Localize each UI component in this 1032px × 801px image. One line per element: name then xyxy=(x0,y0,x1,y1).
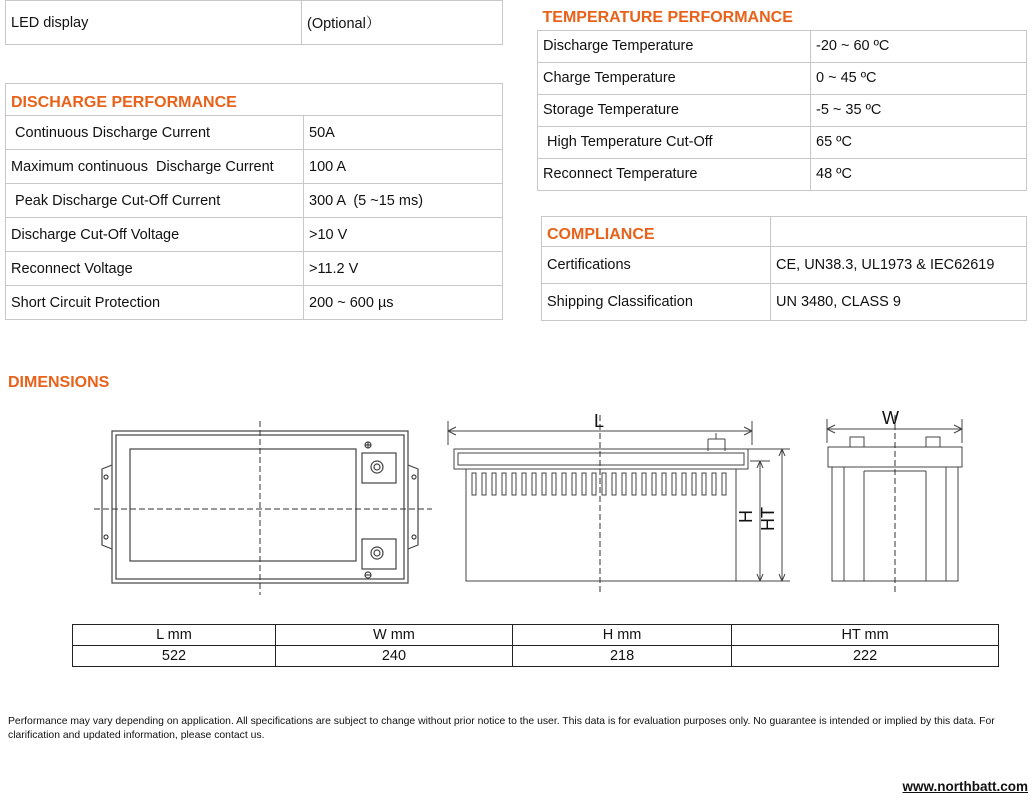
website-link[interactable]: www.northbatt.com xyxy=(902,779,1028,794)
spec-value: -20 ~ 60 ºC xyxy=(811,30,1027,62)
spec-row xyxy=(6,286,503,320)
section-title: COMPLIANCE xyxy=(542,217,771,247)
section-header-row xyxy=(538,0,1027,30)
spec-label: Charge Temperature xyxy=(538,62,811,94)
spec-row xyxy=(538,30,1027,62)
section-header-row xyxy=(6,84,503,116)
spec-value: 50A xyxy=(304,116,503,150)
spec-value: 200 ~ 600 µs xyxy=(304,286,503,320)
vent-slot xyxy=(622,473,626,495)
vent-slot xyxy=(482,473,486,495)
discharge-performance-table xyxy=(5,83,503,320)
spec-label: High Temperature Cut-Off xyxy=(538,126,811,158)
dimensions-title: DIMENSIONS xyxy=(8,374,110,391)
height-label: H xyxy=(736,510,756,523)
spec-value: -5 ~ 35 ºC xyxy=(811,94,1027,126)
vent-slot xyxy=(612,473,616,495)
spec-row xyxy=(538,158,1027,190)
spec-label: Discharge Temperature xyxy=(538,30,811,62)
spec-row xyxy=(6,150,503,184)
disclaimer-text: Performance may vary depending on application. All specifications are subject to change without prior notice to the user. This data is for evaluation purposes only. No guarantee is intended or implied by this data. For clarification and updated information, please contact us. xyxy=(8,716,995,741)
dimensions-header: L mm xyxy=(73,625,276,646)
dimensions-value: 222 xyxy=(732,646,999,667)
vent-slot xyxy=(722,473,726,495)
spec-value: 100 A xyxy=(304,150,503,184)
spec-value: 48 ºC xyxy=(811,158,1027,190)
vent-slot xyxy=(592,473,596,495)
vent-slot xyxy=(522,473,526,495)
length-label: L xyxy=(594,411,605,431)
vent-slot xyxy=(562,473,566,495)
vent-slot xyxy=(532,473,536,495)
compliance-table xyxy=(541,216,1027,321)
led-display-table xyxy=(5,0,503,45)
dimensions-header: H mm xyxy=(512,625,731,646)
spec-label: Reconnect Temperature xyxy=(538,158,811,190)
section-header-row xyxy=(542,217,1027,247)
vent-slot xyxy=(712,473,716,495)
spec-row xyxy=(542,247,1027,284)
vent-slot xyxy=(552,473,556,495)
vent-slot xyxy=(652,473,656,495)
spec-label: Storage Temperature xyxy=(538,94,811,126)
spec-row xyxy=(6,1,503,45)
vent-slot xyxy=(642,473,646,495)
vent-slot xyxy=(662,473,666,495)
section-title: DISCHARGE PERFORMANCE xyxy=(6,84,503,116)
spec-row xyxy=(6,252,503,286)
spec-value: 65 ºC xyxy=(811,126,1027,158)
dimensions-value-row xyxy=(73,646,999,667)
dimensions-table xyxy=(72,624,999,667)
empty-cell xyxy=(771,217,1027,247)
spec-row xyxy=(538,94,1027,126)
dimensions-value: 240 xyxy=(275,646,512,667)
spec-label: Certifications xyxy=(542,247,771,284)
battery-side-view-drawing xyxy=(440,405,795,597)
vent-slot xyxy=(572,473,576,495)
vent-slot xyxy=(602,473,606,495)
spec-value: (Optional） xyxy=(302,1,503,45)
vent-slot xyxy=(672,473,676,495)
vent-slot xyxy=(492,473,496,495)
spec-value: UN 3480, CLASS 9 xyxy=(771,284,1027,321)
spec-label: Shipping Classification xyxy=(542,284,771,321)
spec-label: Maximum continuous Discharge Current xyxy=(6,150,304,184)
vent-slot xyxy=(692,473,696,495)
temperature-performance-table xyxy=(537,0,1027,191)
spec-value: CE, UN38.3, UL1973 & IEC62619 xyxy=(771,247,1027,284)
dimensions-value: 522 xyxy=(73,646,276,667)
spec-value: >11.2 V xyxy=(304,252,503,286)
dimensions-value: 218 xyxy=(512,646,731,667)
spec-label: Reconnect Voltage xyxy=(6,252,304,286)
spec-value: 300 A (5 ~15 ms) xyxy=(304,184,503,218)
section-title: TEMPERATURE PERFORMANCE xyxy=(538,0,1027,30)
vent-slot xyxy=(632,473,636,495)
dimensions-header-row xyxy=(73,625,999,646)
battery-end-view-drawing xyxy=(822,405,972,597)
dimensions-header: W mm xyxy=(275,625,512,646)
spec-label: LED display xyxy=(6,1,302,45)
vent-slot xyxy=(512,473,516,495)
spec-label: Short Circuit Protection xyxy=(6,286,304,320)
vent-slot xyxy=(582,473,586,495)
spec-row xyxy=(6,116,503,150)
spec-label: Peak Discharge Cut-Off Current xyxy=(6,184,304,218)
spec-value: 0 ~ 45 ºC xyxy=(811,62,1027,94)
spec-label: Continuous Discharge Current xyxy=(6,116,304,150)
vent-slot xyxy=(502,473,506,495)
vent-slot xyxy=(542,473,546,495)
battery-top-view-drawing xyxy=(90,405,435,597)
spec-row xyxy=(538,126,1027,158)
spec-label: Discharge Cut-Off Voltage xyxy=(6,218,304,252)
dimensions-header: HT mm xyxy=(732,625,999,646)
vent-slot xyxy=(472,473,476,495)
spec-row xyxy=(538,62,1027,94)
spec-value: >10 V xyxy=(304,218,503,252)
vent-slot xyxy=(702,473,706,495)
vent-slot xyxy=(682,473,686,495)
width-label: W xyxy=(882,408,899,428)
spec-row xyxy=(542,284,1027,321)
spec-row xyxy=(6,184,503,218)
spec-row xyxy=(6,218,503,252)
total-height-label: HT xyxy=(758,507,778,531)
